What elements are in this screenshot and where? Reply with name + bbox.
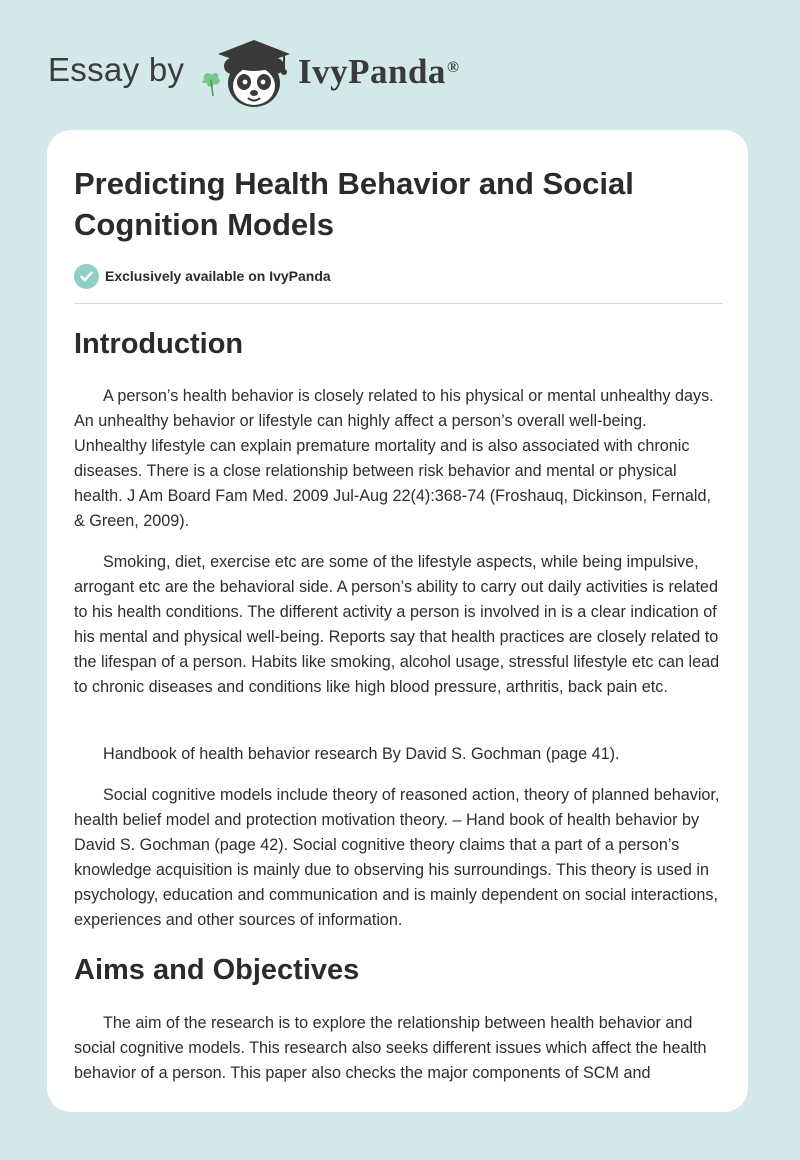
paragraph: The aim of the research is to explore the relationship between health behavior and social cognitive models. This research also seeks different issues which affect the health behavior of a person. This paper also checks the major components of SCM and [74,1014,707,1082]
exclusive-badge [74,263,331,289]
site-header [0,0,800,130]
paragraph: Handbook of health behavior research By David S. Gochman (page 41). [103,745,620,763]
section-heading-aims-and-objectives: Aims and Objectives [74,954,360,986]
panda-graduate-icon[interactable] [198,36,294,108]
paragraph: A person’s health behavior is closely related to his physical or mental unhealthy days. An unhealthy behavior or lifestyle can highly affect a person’s overall well-being. Unhealthy lifestyle can explain premature mortality and is also associated with chronic diseases. There is a close relationship between risk behavior and mental or physical health. J Am Board Fam Med. 2009 Jul-Aug 22(4):368-74 (Froshauq, Dickinson, Fernald, & Green, 2009). [74,387,714,530]
exclusive-badge-label: Exclusively available on IvyPanda [105,268,331,284]
brand-name: IvyPanda [298,52,446,91]
essay-by-label: Essay by [48,51,185,88]
registered-mark: ® [446,59,460,76]
section-heading-introduction: Introduction [74,328,244,360]
article-card [47,130,748,1112]
checkmark-icon [74,264,99,289]
article-title: Predicting Health Behavior and Social Cognition Models [74,166,634,242]
divider [74,303,723,304]
ivy-leaf-icon [202,73,220,96]
brand-logo-text[interactable] [298,52,459,92]
paragraph: Smoking, diet, exercise etc are some of the lifestyle aspects, while being impulsive, arrogant etc are the behavioral side. A person’s ability to carry out daily activities is related to his health conditions. The different activity a person is involved in is a clear indication of his mental and physical well-being. Reports say that health practices are closely related to the lifespan of a person. Habits like smoking, alcohol usage, stressful lifestyle etc can lead to chronic diseases and conditions like high blood pressure, arthritis, back pain etc. [74,553,720,696]
paragraph: Social cognitive models include theory of reasoned action, theory of planned behavior, health belief model and protection motivation theory. – Hand book of health behavior by David S. Gochman (page 42). Social cognitive theory claims that a part of a person’s knowledge acquisition is mainly due to observing his surroundings. This theory is used in psychology, education and communication and is mainly dependent on social interactions, experiences and other sources of information. [74,786,720,929]
